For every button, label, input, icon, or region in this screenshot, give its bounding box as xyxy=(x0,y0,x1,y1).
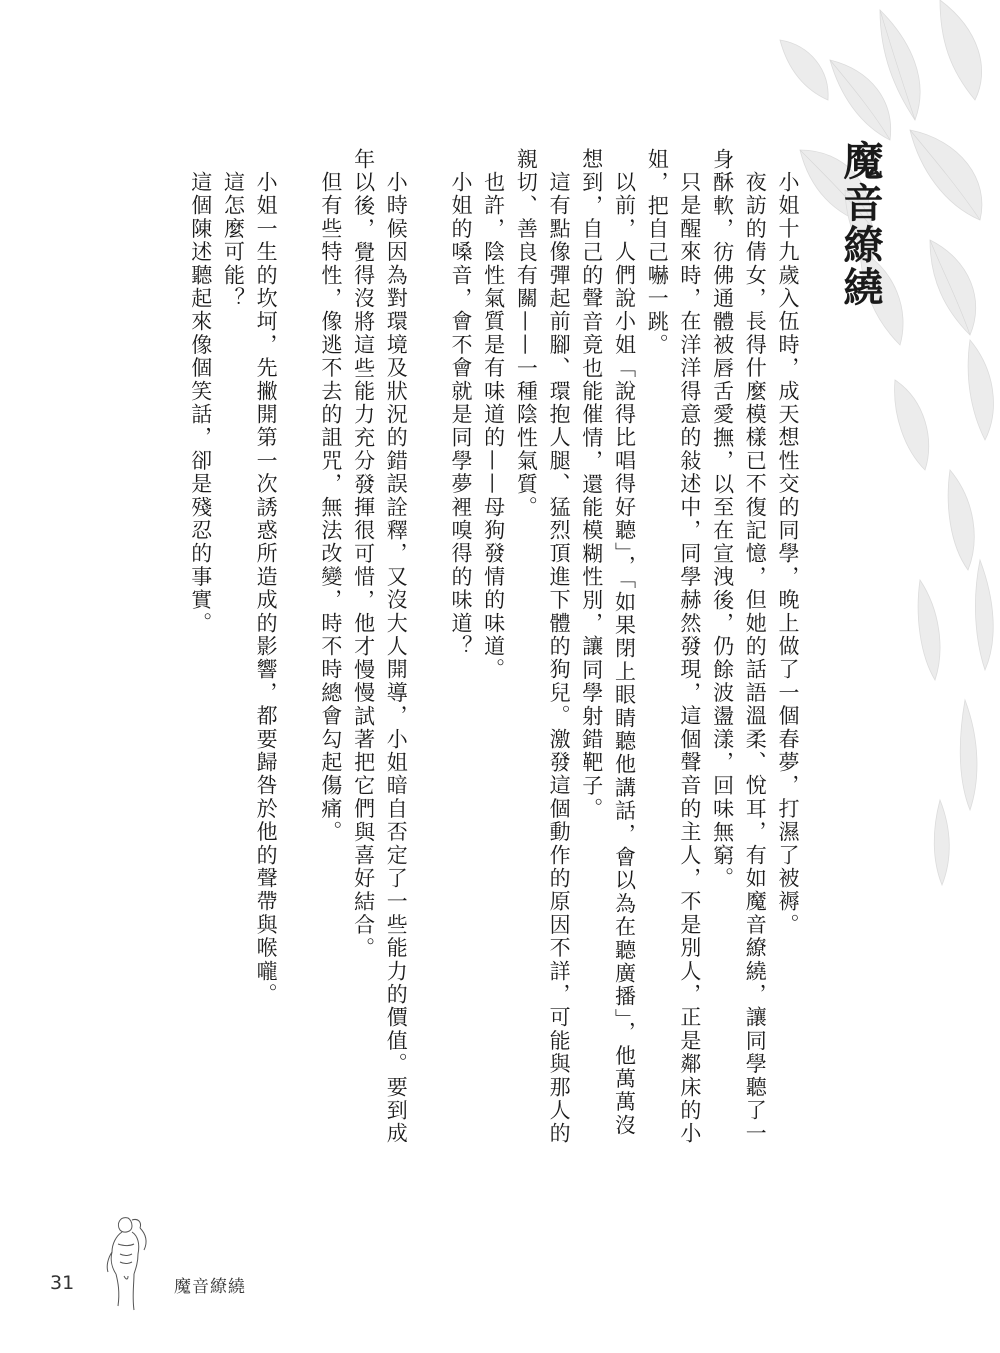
paragraph: 小姐一生的坎坷，先撇開第一次誘惑所造成的影響，都要歸咎於他的聲帶與喉嚨。 xyxy=(254,171,279,1007)
paragraph: 小時候因為對環境及狀況的錯誤詮釋，又沒大人開導，小姐暗自否定了一些能力的價值。要到成年以後，覺得沒將這些能力充分發揮很可惜，他才慢慢試著把它們與喜好結合。 xyxy=(351,148,409,1146)
page-footer xyxy=(40,1210,340,1320)
paragraph: 但有些特性，像逃不去的詛咒，無法改變，時不時總會勾起傷痛。 xyxy=(318,171,343,844)
page-number: 31 xyxy=(50,1272,75,1294)
paragraph: 這怎麼可能？ xyxy=(221,171,246,311)
running-title: 魔音繚繞 xyxy=(174,1277,246,1297)
paragraph: 也許，陰性氣質是有味道的——母狗發情的味道。 xyxy=(481,171,506,682)
paragraph: 這有點像彈起前腳、環抱人腿、猛烈頂進下體的狗兒。激發這個動作的原因不詳，可能與那人的親切、善良有關——一種陰性氣質。 xyxy=(514,148,572,1146)
paragraph: 夜訪的倩女，長得什麼模樣已不復記憶，但她的話語溫柔、悅耳，有如魔音繚繞，讓同學聽了一身酥軟，彷佛通體被唇舌愛撫，以至在宣洩後，仍餘波盪漾，回味無窮。 xyxy=(710,148,768,1146)
chapter-title: 魔音繚繞 xyxy=(837,140,883,308)
paragraph: 小姐的嗓音，會不會就是同學夢裡嗅得的味道？ xyxy=(448,171,473,659)
figure-sketch-icon xyxy=(98,1210,158,1320)
paragraph: 這個陳述聽起來像個笑話，卻是殘忍的事實。 xyxy=(188,171,213,636)
body-text xyxy=(184,148,804,1158)
paragraph: 小姐十九歲入伍時，成天想性交的同學，晚上做了一個春夢，打濕了被褥。 xyxy=(776,171,800,937)
paragraph: 只是醒來時，在洋洋得意的敍述中，同學赫然發現，這個聲音的主人，不是別人，正是鄰床的小姐，把自己嚇一跳。 xyxy=(645,148,702,1146)
paragraph: 以前，人們說小姐「說得比唱得好聽」，「如果閉上眼睛聽他講話，會以為在聽廣播」，他萬萬沒想到，自己的聲音竟也能催情，還能模糊性別，讓同學射錯靶子。 xyxy=(579,148,637,1138)
